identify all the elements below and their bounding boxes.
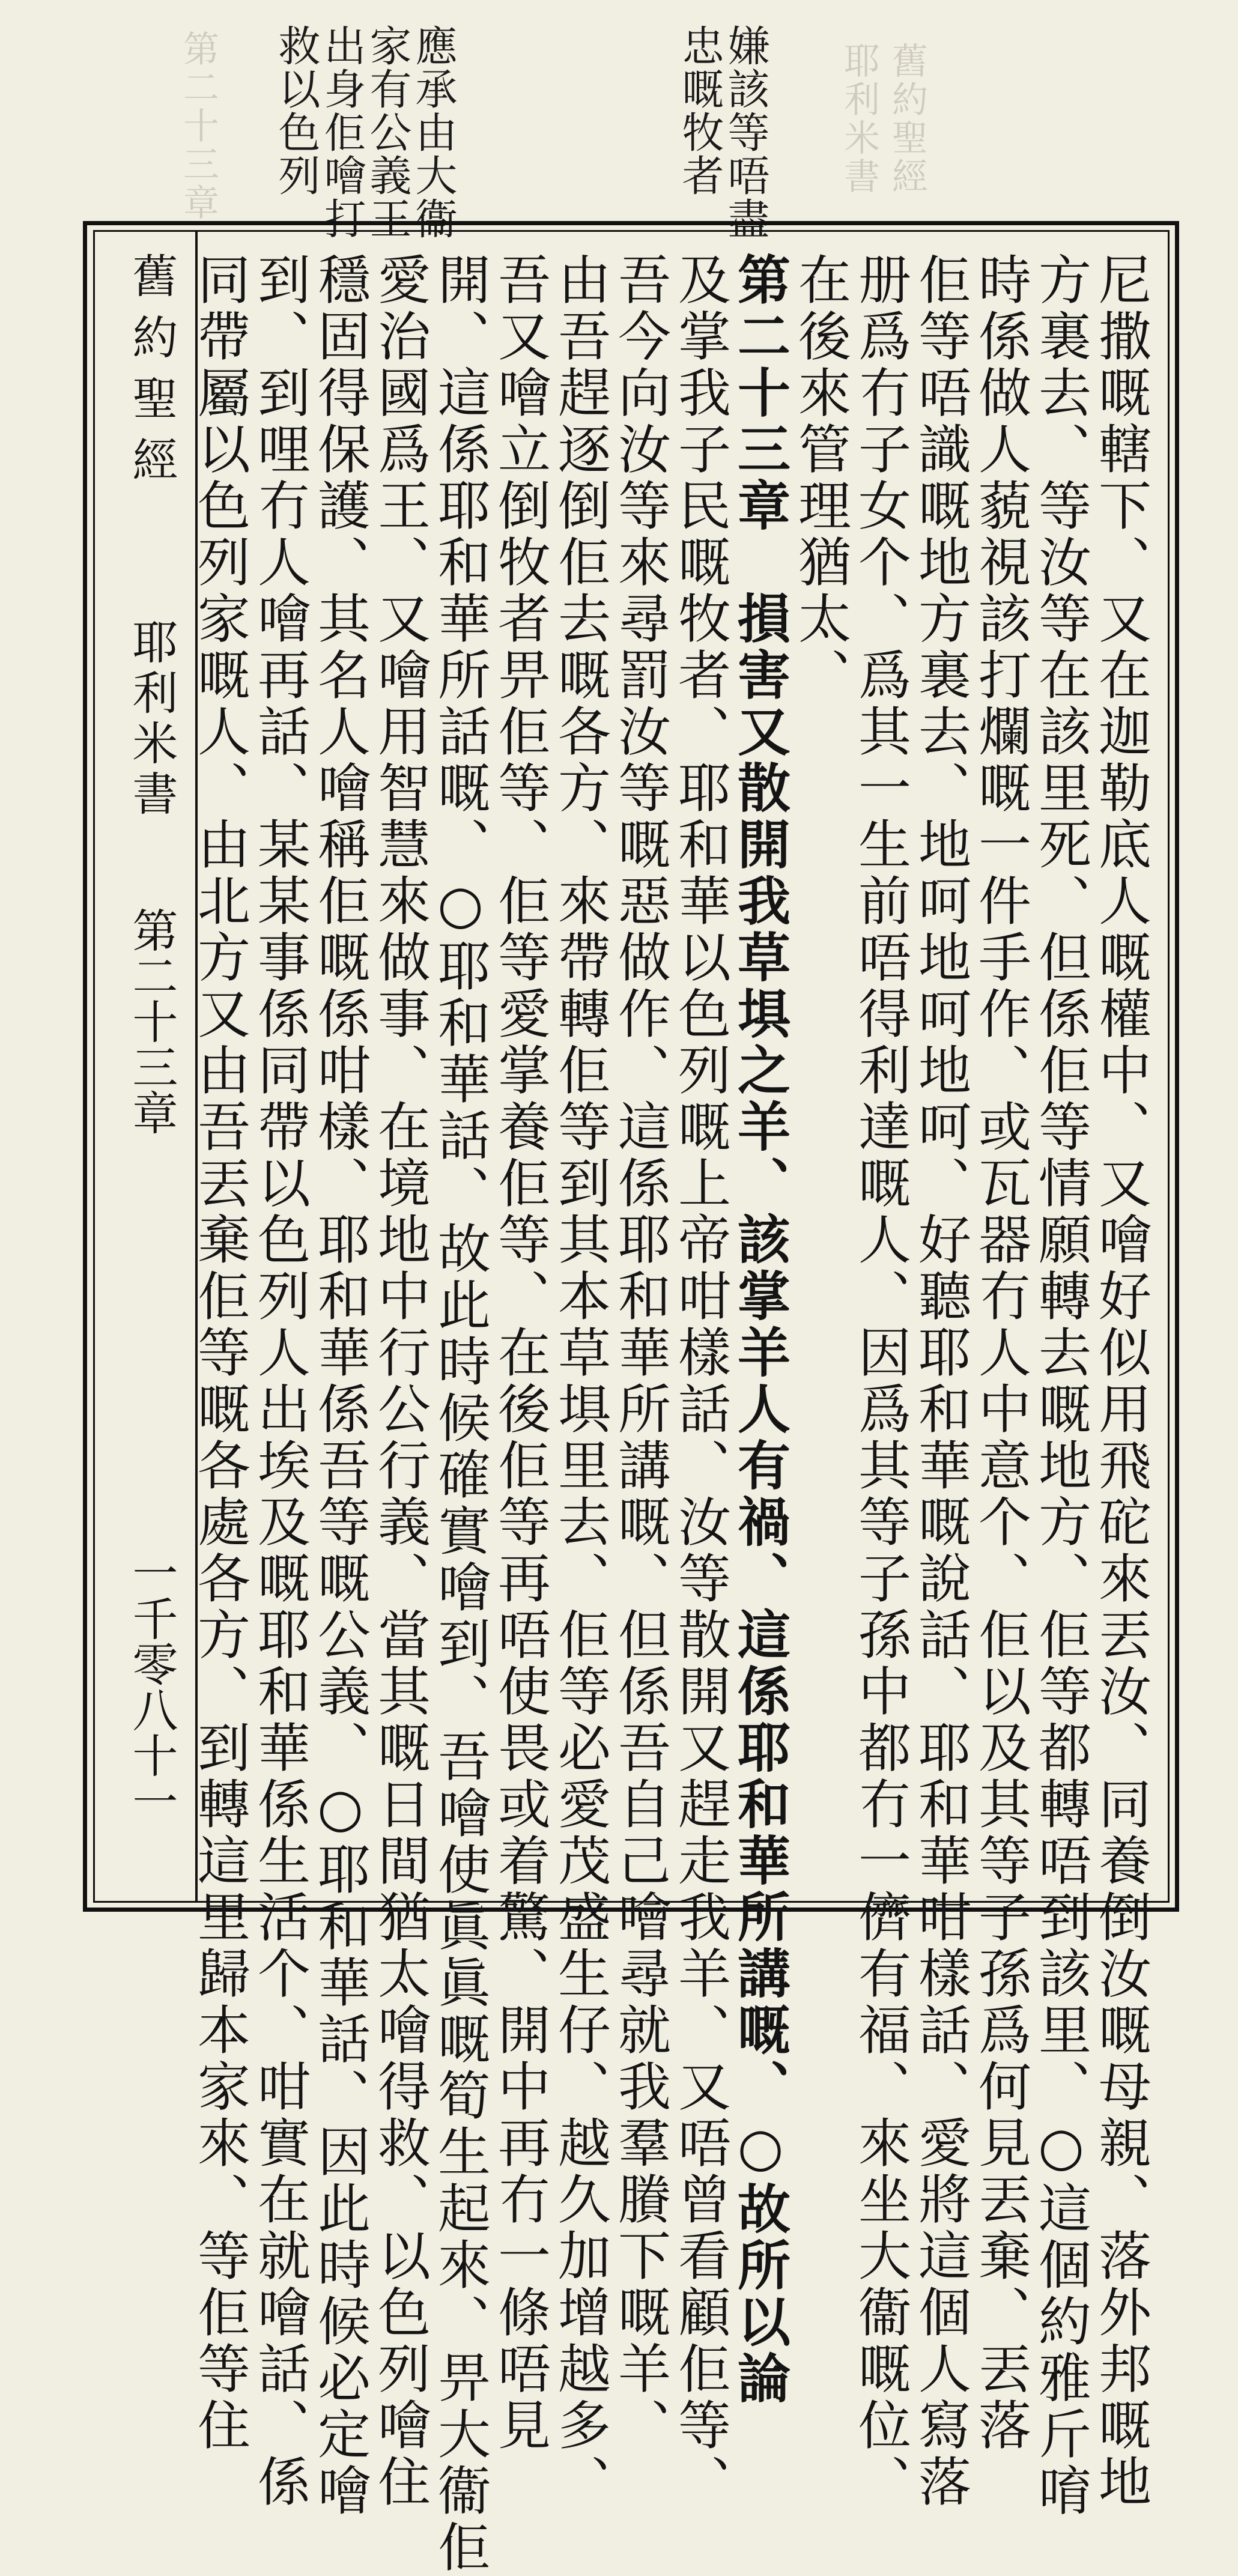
margin-note-3: 應承由大衞 bbox=[408, 24, 458, 240]
margin-note-4: 家有公義王 bbox=[363, 24, 412, 240]
text-column-11: 吾又噲立倒牧者畀佢等、佢等愛掌養佢等、在後佢等再唔使畏或着驚、開中再冇一條唔見 bbox=[490, 252, 551, 2454]
text-column-14: 穩固得保護、其名人噲稱佢嘅係咁樣、耶和華係吾等嘅公義、○耶和華話、因此時候必定噲 bbox=[309, 252, 371, 2520]
chapter-label: 第二十三章 bbox=[125, 907, 178, 1135]
margin-note-5: 出身佢噲打 bbox=[317, 24, 366, 240]
text-column-13: 愛治國爲王、又噲用智慧來做事、在境地中行公行義、當其嘅日間猶太噲得救、以色列噲住 bbox=[369, 252, 431, 2511]
margin-note-1: 嫌該等唔盡 bbox=[721, 24, 770, 240]
show-through-text-3: 第二十三章 bbox=[177, 30, 219, 222]
book-title: 舊約聖經 bbox=[125, 252, 178, 497]
text-column-12: 開、這係耶和華所話嘅、○耶和華話、故此時候確實噲到、吾噲使眞眞嘅筍生起來、畀大衞佢 bbox=[429, 252, 491, 2576]
text-column-4: 佢等唔識嘅地方裏去、地呵地呵地呵、好聽耶和華嘅說話、耶和華咁樣話、愛將這個人寫落 bbox=[910, 252, 972, 2511]
page-number: 一千零八十一 bbox=[125, 1550, 178, 1823]
text-column-15: 到、到哩冇人噲再話、某某事係同帶以色列人出埃及嘅耶和華係生活个、咁實在就噲話、係 bbox=[249, 252, 311, 2511]
text-column-8: 及掌我子民嘅牧者、耶和華以色列嘅上帝咁樣話、汝等散開又趕走我羊、又唔曾看顧佢等、 bbox=[670, 252, 732, 2511]
text-column-1: 尼撒嘅轄下、又在迦勒底人嘅權中、又噲好似用飛砣來丟汝、同養倒汝嘅母親、落外邦嘅地 bbox=[1090, 252, 1152, 2511]
text-column-10: 由吾趕逐倒佢去嘅各方、來帶轉佢等到其本草埧里去、佢等必愛茂盛生仔、越久加增越多、 bbox=[550, 252, 611, 2511]
text-column-6: 在後來管理猶太、 bbox=[790, 252, 852, 704]
text-column-9: 吾今向汝等來尋罰汝等嘅惡做作、這係耶和華所講嘅、但係吾自己噲尋就我羣賸下嘅羊、 bbox=[610, 252, 672, 2454]
margin-note-6: 救以色列 bbox=[272, 24, 321, 197]
show-through-text-1: 舊約聖經 bbox=[886, 42, 928, 196]
show-through-text-2: 耶利米書 bbox=[838, 42, 880, 196]
book-name: 耶利米書 bbox=[125, 619, 178, 820]
chapter-heading-column: 第二十三章 損害又散開我草埧之羊、該掌羊人有禍、這係耶和華所講嘅、○故所以論 bbox=[729, 252, 792, 2407]
text-column-16: 同帶屬以色列家嘅人、由北方又由吾丟棄佢等嘅各處各方、到轉這里歸本家來、等佢等住 bbox=[189, 252, 251, 2454]
text-column-5: 册爲冇子女个、爲其一生前唔得利達嘅人、因爲其等子孫中都冇一儕有福、來坐大衞嘅位、 bbox=[850, 252, 912, 2511]
text-column-3: 時係做人藐視該打爛嘅一件手作、或瓦器冇人中意个、佢以及其等子孫爲何見丟棄、丟落 bbox=[970, 252, 1032, 2454]
margin-note-2: 忠嘅牧者 bbox=[675, 24, 724, 197]
text-column-2: 方裏去、等汝等在該里死、但係佢等情願轉去嘅地方、佢等都轉唔到該里、○這個約雅斤唷 bbox=[1030, 252, 1092, 2520]
